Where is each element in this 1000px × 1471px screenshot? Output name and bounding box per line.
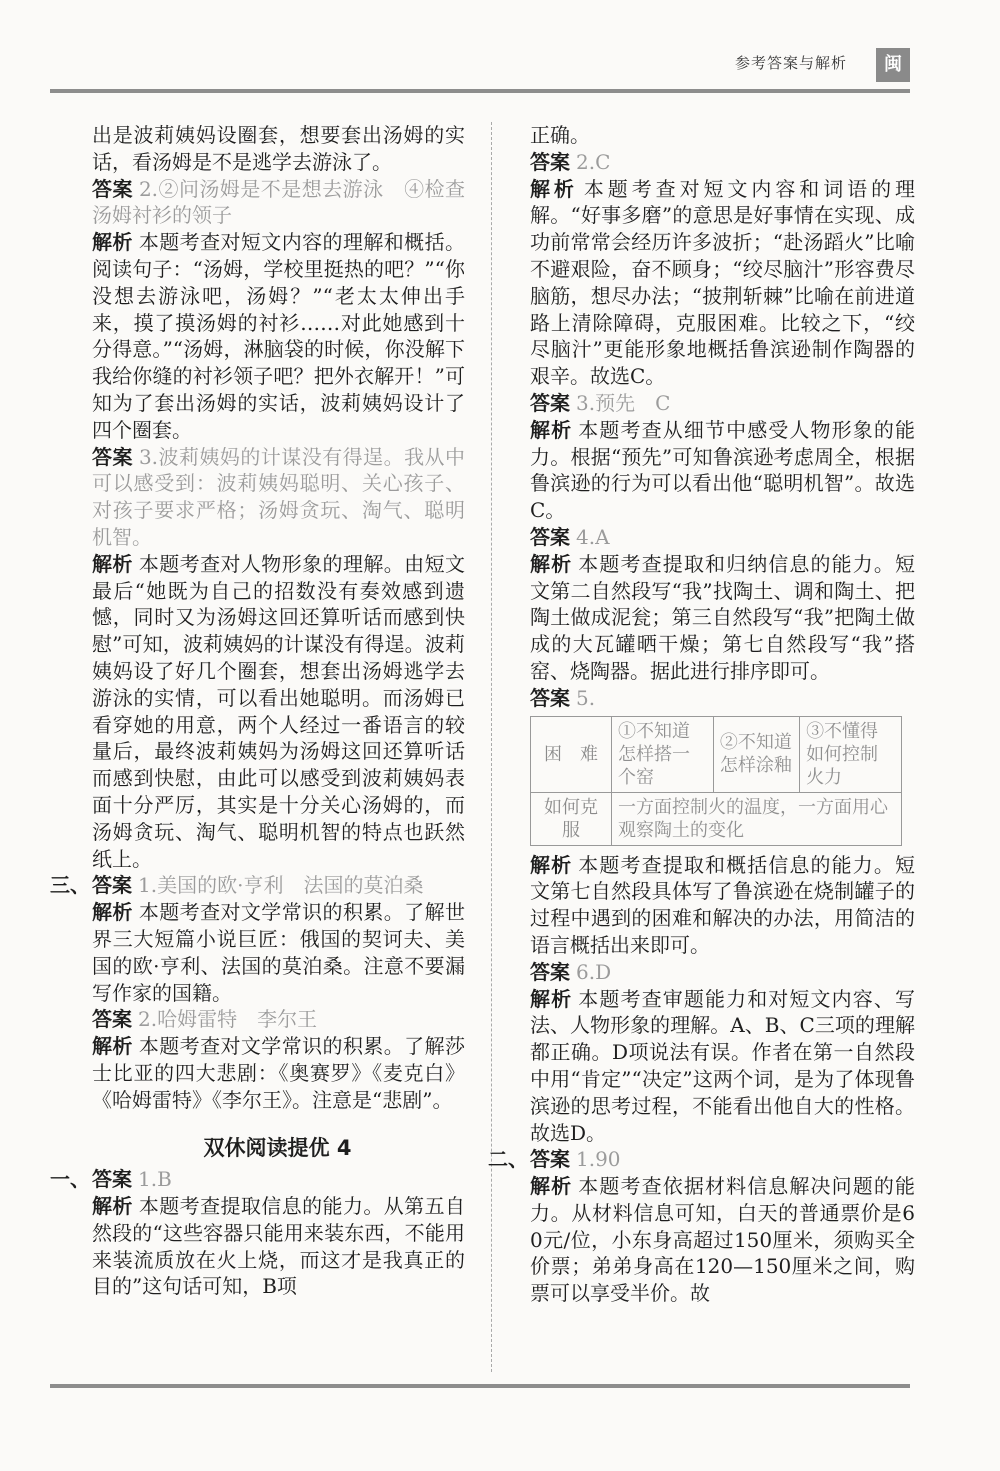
answer-line: [50, 1166, 465, 1193]
analysis-paragraph: [530, 1173, 915, 1307]
analysis-text: 本题考查审题能力和对短文内容、写法、人物形象的理解。A、B、C三项的理解都正确。D项说法有误。作者在第一自然段中用“肯定”“决定”这两个词，是为了体现鲁滨逊的思考过程，不能看出他自大的性格。故选D。: [530, 986, 916, 1145]
analysis-label: 解析: [92, 230, 133, 255]
answer-text: 6.D: [576, 959, 612, 984]
answer-text: 1.美国的欧·亨利 法国的莫泊桑: [138, 873, 424, 898]
answer-label: 答案: [92, 176, 133, 201]
answer-line: [50, 176, 465, 230]
analysis-label: 解析: [530, 852, 573, 877]
running-header-title: 参考答案与解析: [735, 54, 848, 72]
answer-label: 答案: [530, 149, 570, 174]
analysis-label: 解析: [530, 986, 573, 1011]
left-column: [50, 122, 465, 1300]
table-row-header: 如何克服: [531, 792, 612, 845]
continuation-text: 正确。: [530, 123, 590, 147]
analysis-label: 解析: [92, 1034, 133, 1059]
analysis-paragraph: [530, 986, 915, 1147]
answer-label: 答案: [530, 685, 570, 710]
answer-label: 答案: [530, 524, 570, 549]
analysis-label: 解析: [92, 1194, 133, 1219]
analysis-paragraph: [530, 417, 915, 524]
table-cell: 一方面控制火的温度，一方面用心观察陶土的变化: [612, 792, 902, 845]
answer-text: 2.C: [576, 149, 611, 174]
table-row-header: 困 难: [531, 716, 612, 792]
answer-label: 答案: [92, 1007, 132, 1032]
answer-line: [50, 444, 465, 551]
analysis-paragraph: [50, 1033, 465, 1113]
section-heading: 双休阅读提优 4: [203, 1136, 352, 1161]
analysis-text: 本题考查对短文内容和词语的理解。“好事多磨”的意思是好事情在实现、成功前常常会经历许多波折；“赴汤蹈火”比喻不避艰险，奋不顾身；“绞尽脑汁”形容费尽脑筋，想尽办法；“披荆斩棘”比喻在前进道路上清除障碍，克服困难。比较之下，“绞尽脑汁”更能形象地概括鲁滨逊制作陶器的艰辛。故选C。: [530, 176, 916, 389]
table-cell: ②不知道怎样涂釉: [713, 716, 799, 792]
analysis-text: 本题考查对人物形象的理解。由短文最后“她既为自己的招数没有奏效感到遗憾，同时又为汤姆这回还算听话而感到快慰”可知，波莉姨妈的计谋没有得逞。波莉姨妈设了好几个圈套，想套出汤姆逃学去游泳的实情，可以看出她聪明。而汤姆已看穿她的用意，两个人经过一番语言的较量后，最终波莉姨妈为汤姆这回还算听话而感到快慰，由此可以感受到波莉姨妈表面十分严厉，其实是十分关心汤姆的，而汤姆贪玩、淘气、聪明机智的特点也跃然纸上。: [92, 551, 466, 871]
analysis-paragraph: [50, 899, 465, 1006]
table-cell: ①不知道怎样搭一个窑: [612, 716, 714, 792]
analysis-text: 本题考查提取和概括信息的能力。短文第七自然段具体写了鲁滨逊在烧制罐子的过程中遇到的困难和解决的办法，用简洁的语言概括出来即可。: [530, 852, 916, 957]
answer-label: 答案: [92, 444, 133, 469]
answer-text: 1.B: [138, 1167, 172, 1192]
intro-paragraph: 出是波莉姨妈设圈套，想要套出汤姆的实话，看汤姆是不是逃学去游泳了。: [92, 123, 465, 174]
column-divider: [491, 122, 492, 1372]
analysis-text: 本题考查从细节中感受人物形象的能力。根据“预先”可知鲁滨逊考虑周全，根据鲁滨逊的行为可以看出他“聪明机智”。故选C。: [530, 417, 916, 523]
bottom-rule: [50, 1384, 910, 1388]
right-column: [488, 122, 916, 1307]
analysis-paragraph: [50, 1193, 465, 1300]
region-badge: 闽: [876, 48, 910, 82]
table-cell: ③不懂得如何控制火力: [800, 716, 902, 792]
answer-text: 1.90: [576, 1147, 621, 1172]
answer-line: [50, 872, 465, 899]
answer-line: [50, 1006, 465, 1033]
answer-line: [488, 1146, 915, 1173]
answer-line: [530, 685, 915, 712]
answer-line: [530, 524, 915, 551]
analysis-label: 解析: [92, 551, 133, 576]
answer-label: 答案: [92, 873, 132, 898]
answer-text: 3.预先 C: [576, 390, 671, 415]
answer-line: [530, 390, 915, 417]
top-rule: [50, 89, 910, 93]
answer-label: 答案: [530, 390, 570, 415]
analysis-paragraph: [530, 852, 915, 959]
answer-label: 答案: [92, 1167, 132, 1192]
analysis-label: 解析: [530, 551, 573, 576]
answer-table: [530, 716, 902, 846]
analysis-paragraph: [530, 176, 915, 390]
section-number: 一、: [50, 1167, 90, 1192]
table-row: [531, 792, 902, 845]
analysis-text: 本题考查对文学常识的积累。了解世界三大短篇小说巨匠：俄国的契诃夫、美国的欧·亨利、法国的莫泊桑。注意不要漏写作家的国籍。: [92, 900, 466, 1005]
answer-line: [530, 959, 915, 986]
answer-text: 2.②问汤姆是不是想去游泳 ④检查汤姆衬衫的领子: [92, 176, 465, 228]
answer-label: 答案: [530, 1147, 570, 1172]
answer-line: [530, 149, 915, 176]
analysis-text: 本题考查依据材料信息解决问题的能力。从材料信息可知，白天的普通票价是60元/位，小东身高超过150厘米，须购买全价票；弟弟身高在120—150厘米之间，购票可以享受半价。故: [530, 1174, 916, 1306]
analysis-text: 本题考查对短文内容的理解和概括。阅读句子：“汤姆，学校里挺热的吧？”“你没想去游泳吧，汤姆？”“老太太伸出手来，摸了摸汤姆的衬衫……对此她感到十分得意。”“汤姆，淋脑袋的时候，你没解下我给你缝的衬衫领子吧？把外衣解开！”可知为了套出汤姆的实话，波莉姨妈设计了四个圈套。: [92, 230, 466, 442]
answer-label: 答案: [530, 959, 570, 984]
section-number: 二、: [488, 1147, 528, 1172]
answer-text: 3.波莉姨妈的计谋没有得逞。我从中可以感受到：波莉姨妈聪明、关心孩子、对孩子要求严格；汤姆贪玩、淘气、聪明机智。: [92, 444, 465, 549]
analysis-text: 本题考查提取信息的能力。从第五自然段的“这些容器只能用来装东西，不能用来装流质放在火上烧，而这才是我真正的目的”这句话可知，B项: [92, 1194, 466, 1299]
analysis-label: 解析: [92, 900, 133, 925]
section-number: 三、: [50, 873, 90, 898]
table-row: [531, 716, 902, 792]
analysis-label: 解析: [530, 176, 578, 201]
analysis-text: 本题考查提取和归纳信息的能力。短文第二自然段写“我”找陶土、调和陶土、把陶土做成泥瓮；第三自然段写“我”把陶土做成的大瓦罐晒干燥；第七自然段写“我”搭窑、烧陶器。据此进行排序即可。: [530, 551, 916, 683]
analysis-paragraph: [50, 229, 465, 443]
analysis-paragraph: [50, 551, 465, 873]
analysis-paragraph: [530, 551, 915, 685]
analysis-label: 解析: [530, 417, 573, 442]
answer-text: 2.哈姆雷特 李尔王: [138, 1007, 318, 1032]
analysis-text: 本题考查对文学常识的积累。了解莎士比亚的四大悲剧：《奥赛罗》《麦克白》《哈姆雷特》《李尔王》。注意是“悲剧”。: [92, 1034, 466, 1112]
answer-text: 5.: [576, 685, 596, 710]
analysis-label: 解析: [530, 1174, 573, 1199]
answer-text: 4.A: [576, 524, 610, 549]
